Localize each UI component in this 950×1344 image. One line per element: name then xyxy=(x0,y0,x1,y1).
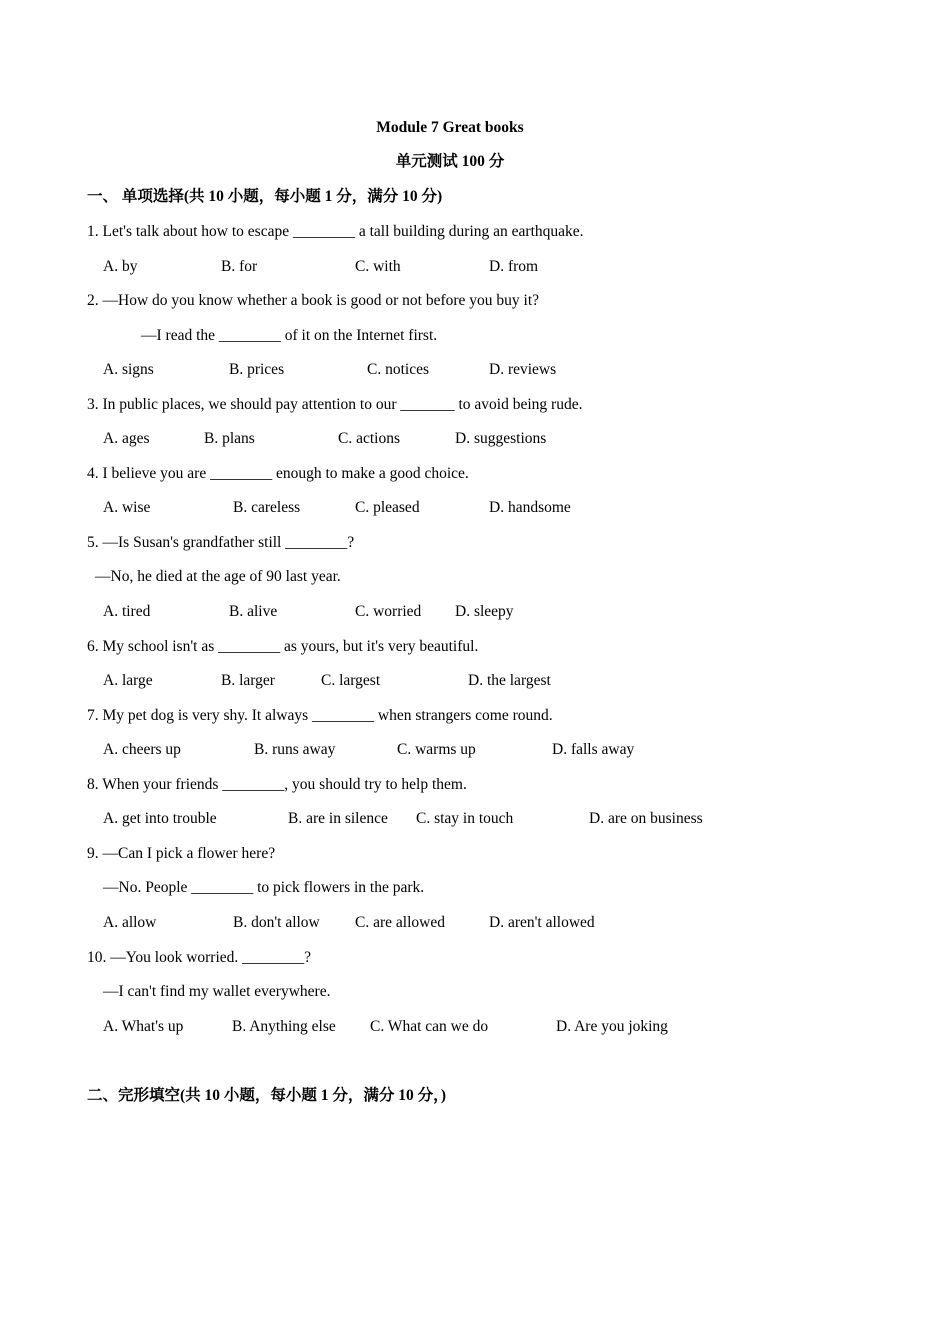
question-4-option-a: A. wise xyxy=(103,499,151,516)
question-10-option-b: B. Anything else xyxy=(232,1018,336,1035)
question-3-option-b: B. plans xyxy=(204,430,255,447)
question-1-option-c: C. with xyxy=(355,258,401,275)
question-5-stem-reply: —No, he died at the age of 90 last year. xyxy=(95,568,341,585)
question-7-option-b: B. runs away xyxy=(254,741,336,758)
question-5-option-b: B. alive xyxy=(229,603,278,620)
question-4-option-b: B. careless xyxy=(233,499,301,516)
question-9-stem: 9. —Can I pick a flower here? xyxy=(87,845,276,862)
question-10-stem: 10. —You look worried. ________? xyxy=(87,949,312,966)
question-2-option-c: C. notices xyxy=(367,361,429,378)
question-10-option-a: A. What's up xyxy=(103,1018,184,1035)
question-6-option-d: D. the largest xyxy=(468,672,551,689)
question-5-option-d: D. sleepy xyxy=(455,603,514,620)
question-8-option-c: C. stay in touch xyxy=(416,810,514,827)
question-2-stem-reply: —I read the ________ of it on the Internet first. xyxy=(141,327,438,344)
question-7-option-d: D. falls away xyxy=(552,741,635,758)
question-10-option-c: C. What can we do xyxy=(370,1018,489,1035)
question-10-option-d: D. Are you joking xyxy=(556,1018,668,1035)
question-9-stem-reply: —No. People ________ to pick flowers in the park. xyxy=(103,879,425,896)
question-9-option-c: C. are allowed xyxy=(355,914,445,931)
question-4-stem: 4. I believe you are ________ enough to make a good choice. xyxy=(87,465,469,482)
question-9-option-a: A. allow xyxy=(103,914,157,931)
question-7-stem: 7. My pet dog is very shy. It always ________ when strangers come round. xyxy=(87,707,553,724)
question-9-option-d: D. aren't allowed xyxy=(489,914,595,931)
question-3-option-a: A. ages xyxy=(103,430,150,447)
question-3-option-d: D. suggestions xyxy=(455,430,547,447)
question-6-stem: 6. My school isn't as ________ as yours, but it's very beautiful. xyxy=(87,638,479,655)
question-1-option-b: B. for xyxy=(221,258,258,275)
question-6-option-b: B. larger xyxy=(221,672,275,689)
question-1-stem: 1. Let's talk about how to escape ________ a tall building during an earthquake. xyxy=(87,223,584,240)
question-1-option-a: A. by xyxy=(103,258,138,275)
section1-heading: 一、 单项选择(共 10 小题，每小题 1 分，满分 10 分) xyxy=(87,188,443,205)
question-5-option-c: C. worried xyxy=(355,603,422,620)
question-2-option-a: A. signs xyxy=(103,361,154,378)
question-3-option-c: C. actions xyxy=(338,430,400,447)
question-7-option-c: C. warms up xyxy=(397,741,476,758)
question-8-option-b: B. are in silence xyxy=(288,810,388,827)
question-1-option-d: D. from xyxy=(489,258,539,275)
question-6-option-c: C. largest xyxy=(321,672,381,689)
question-4-option-d: D. handsome xyxy=(489,499,571,516)
document-title: Module 7 Great books xyxy=(376,119,524,136)
question-3-stem: 3. In public places, we should pay attention to our _______ to avoid being rude. xyxy=(87,396,583,413)
question-2-option-b: B. prices xyxy=(229,361,285,378)
question-8-option-d: D. are on business xyxy=(589,810,703,827)
question-5-option-a: A. tired xyxy=(103,603,151,620)
question-8-stem: 8. When your friends ________, you should try to help them. xyxy=(87,776,467,793)
question-2-stem: 2. —How do you know whether a book is good or not before you buy it? xyxy=(87,292,540,309)
question-6-option-a: A. large xyxy=(103,672,153,689)
section2-heading: 二、完形填空(共 10 小题，每小题 1 分，满分 10 分，) xyxy=(87,1087,447,1104)
question-2-option-d: D. reviews xyxy=(489,361,557,378)
question-5-stem: 5. —Is Susan's grandfather still ________? xyxy=(87,534,355,551)
question-8-option-a: A. get into trouble xyxy=(103,810,217,827)
document-subtitle: 单元测试 100 分 xyxy=(395,153,505,170)
question-10-stem-reply: —I can't find my wallet everywhere. xyxy=(103,983,331,1000)
question-9-option-b: B. don't allow xyxy=(233,914,320,931)
question-7-option-a: A. cheers up xyxy=(103,741,181,758)
question-4-option-c: C. pleased xyxy=(355,499,420,516)
